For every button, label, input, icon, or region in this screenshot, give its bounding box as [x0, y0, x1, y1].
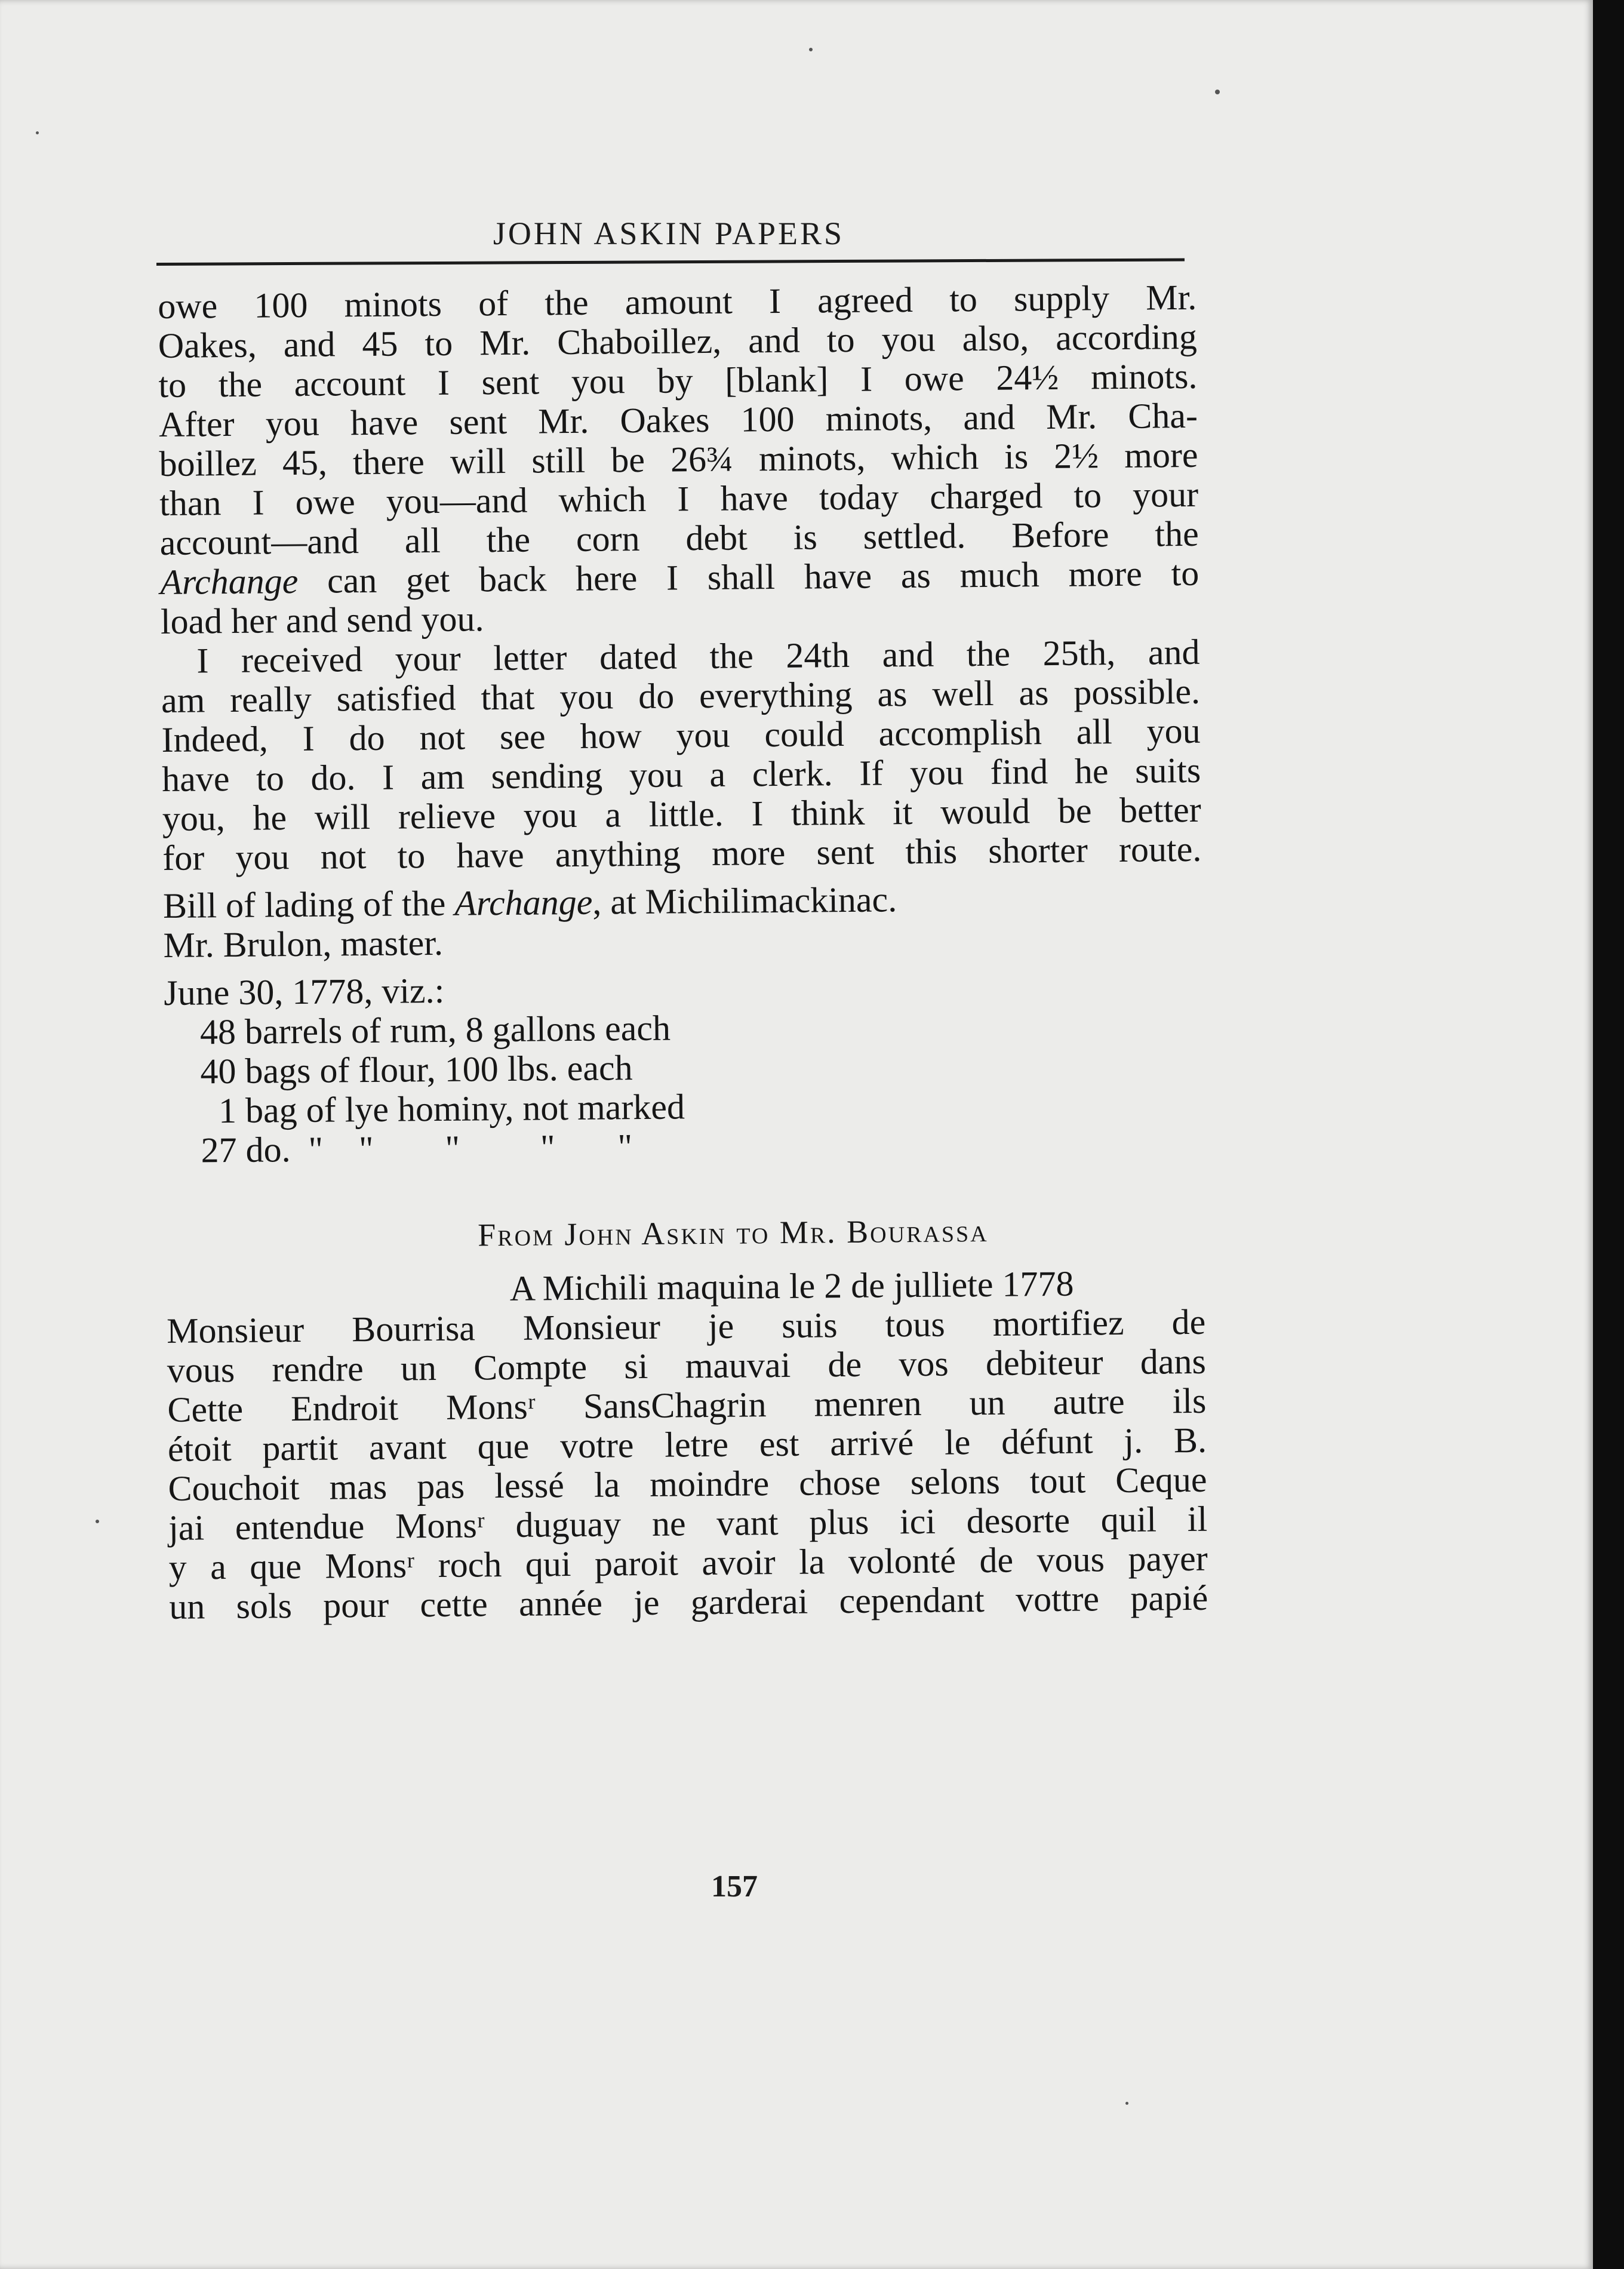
paper-speck	[96, 1520, 99, 1523]
text-line: for you not to have anything more sent this shorter route.	[162, 829, 1202, 878]
text-line: I received your letter dated the 24th and the 25th, and	[196, 632, 1200, 681]
paper-speck	[36, 131, 39, 134]
paragraph-french-letter	[167, 1302, 1208, 1627]
body-text	[158, 278, 1208, 1627]
cargo-item: 1 bag of lye hominy, not marked	[200, 1087, 685, 1131]
text-line: Indeed, I do not see how you could accomplish all you	[161, 711, 1201, 760]
page-number: 157	[711, 1870, 758, 1904]
text-line: vous rendre un Compte si mauvai de vos debiteur dans	[167, 1341, 1207, 1390]
text-fragment: , at Michilimackinac.	[592, 880, 897, 922]
master-line: Mr. Brulon, master.	[163, 923, 444, 965]
text-fragment: Bill of lading of the	[162, 883, 446, 926]
text-line: you, he will relieve you a little. I think it would be better	[162, 789, 1201, 838]
running-head: JOHN ASKIN PAPERS	[493, 216, 845, 251]
text-line: owe 100 minots of the amount I agreed to supply Mr.	[158, 277, 1197, 326]
paragraph-corn-account	[158, 278, 1199, 641]
text-line: Oakes, and 45 to Mr. Chaboillez, and to you also, according	[158, 316, 1198, 365]
header-rule	[156, 258, 1185, 266]
text-line: load her and send you.	[160, 599, 484, 641]
letter-heading: From John Askin to Mr. Bourassa	[477, 1212, 989, 1253]
letter-dateline: A Michili maquina le 2 de julliete 1778	[509, 1263, 1074, 1308]
text-line: Monsieur Bourrisa Monsieur je suis tous mortifiez de	[166, 1302, 1206, 1351]
text-line: y a que Monsʳ roch qui paroit avoir la volonté de vous payer	[168, 1538, 1208, 1587]
text-line: to the account I sent you by [blank] I owe 24½ minots.	[158, 356, 1198, 405]
text-line: Couchoit mas pas lessé la moindre chose selons tout Ceque	[168, 1459, 1207, 1508]
text-line: am really satisfied that you do everything as well as possible.	[161, 671, 1201, 720]
ship-name: Archange	[454, 882, 593, 923]
text-fragment: can get back here I shall have as much more to	[327, 553, 1199, 601]
cargo-item: 48 barrels of rum, 8 gallons each	[199, 1008, 671, 1052]
cargo-item: 27 do. " " " " "	[201, 1127, 633, 1170]
text-line: have to do. I am sending you a clerk. If you find he suits	[161, 750, 1201, 799]
text-line: boillez 45, there will still be 26¾ minots, which is 2½ more	[159, 435, 1198, 484]
text-line: jai entendue Monsʳ duguay ne vant plus ici desorte quil il	[168, 1499, 1208, 1548]
cargo-date: June 30, 1778, viz.:	[164, 970, 445, 1013]
text-line: After you have sent Mr. Oakes 100 minots, and Mr. Cha-	[158, 395, 1198, 444]
text-line: account—and all the corn debt is settled. Before the	[159, 514, 1199, 562]
paragraph-letter-reply	[161, 632, 1201, 878]
text-line: than I owe you—and which I have today charged to your	[159, 474, 1199, 523]
paper-speck	[809, 48, 813, 51]
text-line: étoit partit avant que votre letre est arrivé le défunt j. B.	[167, 1420, 1207, 1469]
paper-speck	[1215, 90, 1220, 94]
text-line: un sols pour cette année je garderai cependant vottre papié	[169, 1578, 1208, 1627]
text-line: Cette Endroit Monsʳ SansChagrin menren un autre ils	[167, 1381, 1207, 1429]
paper-speck	[1125, 2102, 1128, 2105]
ship-name: Archange	[160, 561, 299, 602]
cargo-item: 40 bags of flour, 100 lbs. each	[200, 1048, 633, 1092]
scan-edge	[1593, 0, 1624, 2269]
